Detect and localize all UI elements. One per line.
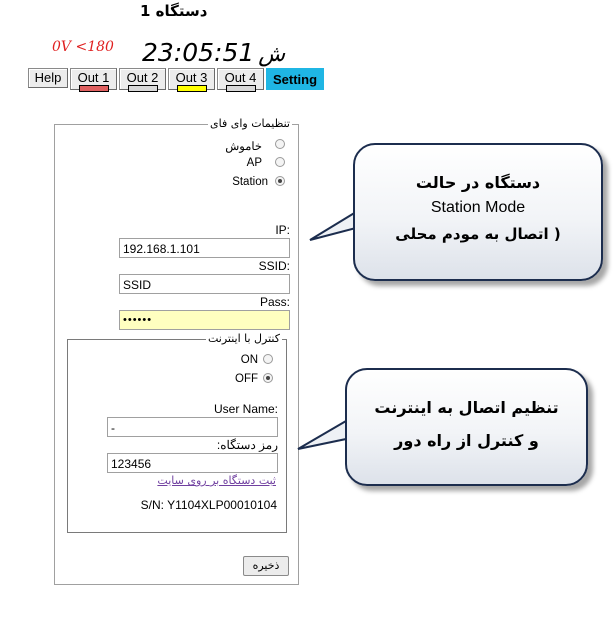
internet-on-radio[interactable] (263, 354, 273, 364)
wifi-mode-station-radio[interactable] (275, 176, 285, 186)
tab-out-1-label: Out 1 (77, 70, 110, 85)
station-callout-bubble (353, 143, 603, 281)
wifi-settings-fieldset (54, 117, 299, 585)
tab-out-3-label: Out 3 (175, 70, 208, 85)
tab-help-label: Help (34, 70, 62, 85)
station-callout-pointer (308, 200, 358, 250)
device-password-input[interactable]: 123456 (107, 453, 278, 473)
ip-label: IP: (275, 223, 290, 237)
ssid-label: SSID: (258, 259, 290, 273)
tab-out-1[interactable] (70, 68, 117, 90)
out-1-indicator (79, 85, 109, 92)
internet-callout-line2: و کنترل از راه دور (394, 431, 539, 450)
out-4-indicator (226, 85, 256, 92)
station-callout-line2: Station Mode (430, 199, 526, 216)
clock-day: ش (258, 42, 286, 67)
tab-setting-label: Setting (272, 72, 318, 87)
ip-input[interactable]: 192.168.1.101 (119, 238, 290, 258)
username-input[interactable]: - (107, 417, 278, 437)
tab-out-4-label: Out 4 (224, 70, 257, 85)
device-password-label: رمز دستگاه: (216, 438, 278, 452)
username-label: User Name: (213, 402, 278, 416)
wifi-mode-ap-radio[interactable] (275, 157, 285, 167)
out-2-indicator (128, 85, 158, 92)
station-callout-line1: دستگاه در حالت (415, 173, 541, 192)
tab-help[interactable] (28, 68, 68, 88)
pass-label: Pass: (259, 295, 290, 309)
tab-out-3[interactable] (168, 68, 215, 90)
clock (142, 38, 285, 67)
internet-control-fieldset (67, 332, 287, 533)
tab-out-2[interactable] (119, 68, 166, 90)
clock-time: 23:05:51 (142, 38, 255, 67)
wifi-settings-legend: تنظیمات وای فای (210, 117, 290, 130)
wifi-mode-station-label: Station (232, 176, 268, 188)
station-callout-line3: ( اتصال به مودم محلی (395, 225, 561, 243)
register-device-link[interactable]: ثبت دستگاه بر روی سایت (157, 474, 276, 487)
voltage-status: 0V <180 (52, 39, 114, 55)
internet-callout-bubble (345, 368, 588, 486)
out-3-indicator (177, 85, 207, 92)
save-button[interactable]: ذخیره (243, 556, 289, 576)
serial-number: S/N: Y1104XLP00010104 (140, 498, 277, 512)
internet-control-legend: کنترل با اینترنت (207, 332, 280, 345)
internet-off-label: OFF (235, 373, 258, 385)
internet-off-radio[interactable] (263, 373, 273, 383)
wifi-mode-off-label: خاموش (225, 141, 262, 153)
pass-input[interactable]: •••••• (119, 310, 290, 330)
tab-out-4[interactable] (217, 68, 264, 90)
tab-out-2-label: Out 2 (126, 70, 159, 85)
tab-setting[interactable] (266, 68, 324, 90)
device-title: دستگاه 1 (140, 2, 208, 20)
ssid-input[interactable]: SSID (119, 274, 290, 294)
wifi-mode-off-radio[interactable] (275, 139, 285, 149)
internet-callout-line1: تنظیم اتصال به اینترنت (374, 398, 559, 417)
wifi-mode-ap-label: AP (246, 157, 262, 169)
internet-on-label: ON (240, 354, 258, 366)
internet-callout-pointer (296, 415, 348, 455)
